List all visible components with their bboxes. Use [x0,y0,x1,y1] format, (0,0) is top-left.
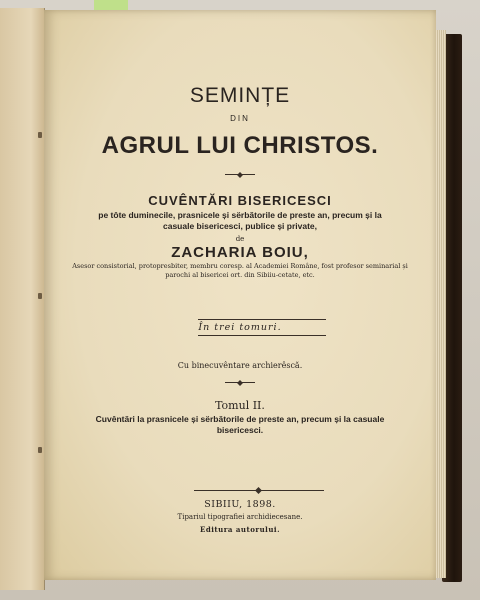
imprint-rule-ornament [255,487,262,494]
author-credentials: Asesor consistorial, protopresbiter, membru coresp. al Academiei Române, fost profesor seminarial și parochi al bisericei ort. din Sibiiu-cetate, etc. [72,262,408,279]
subtitle-heading: CUVÊNTĂRI BISERICESCI [148,193,332,208]
ornament-divider [225,380,255,386]
volume-description: Cuvêntări la prasnicele și sërbătorile de preste an, precum și la casuale bisericesci. [95,414,385,435]
imprint-publisher: Editura autorului. [199,525,281,534]
blessing-line: Cu binecuvêntare archierêscă. [177,361,303,370]
author-name: ZACHARIA BOIU, [171,244,309,261]
imprint-printer: Tipariul tipografiei archidiecesane. [177,513,303,521]
imprint-place-year: SIBIIU, 1898. [204,499,276,510]
title-page [44,10,436,580]
title-line-2: DIN [230,114,250,123]
author-by: de [235,235,245,243]
title-line-1: SEMINȚE [189,84,291,107]
ornament-divider [225,172,255,178]
main-title: AGRUL LUI CHRISTOS. [101,132,379,159]
volumes-note: În trei tomuri. [198,322,282,333]
subtitle-description: pe tôte duminecile, prasnicele și sërbătorile de preste an, precum și la casuale bisericesci, publice și private, [98,210,382,231]
binding-stitch [38,447,42,453]
volume-label: Tomul II. [215,399,265,412]
binding-stitch [38,293,42,299]
binding-stitch [38,132,42,138]
facing-page-edge [0,8,45,590]
green-bookmark-tab [94,0,128,10]
